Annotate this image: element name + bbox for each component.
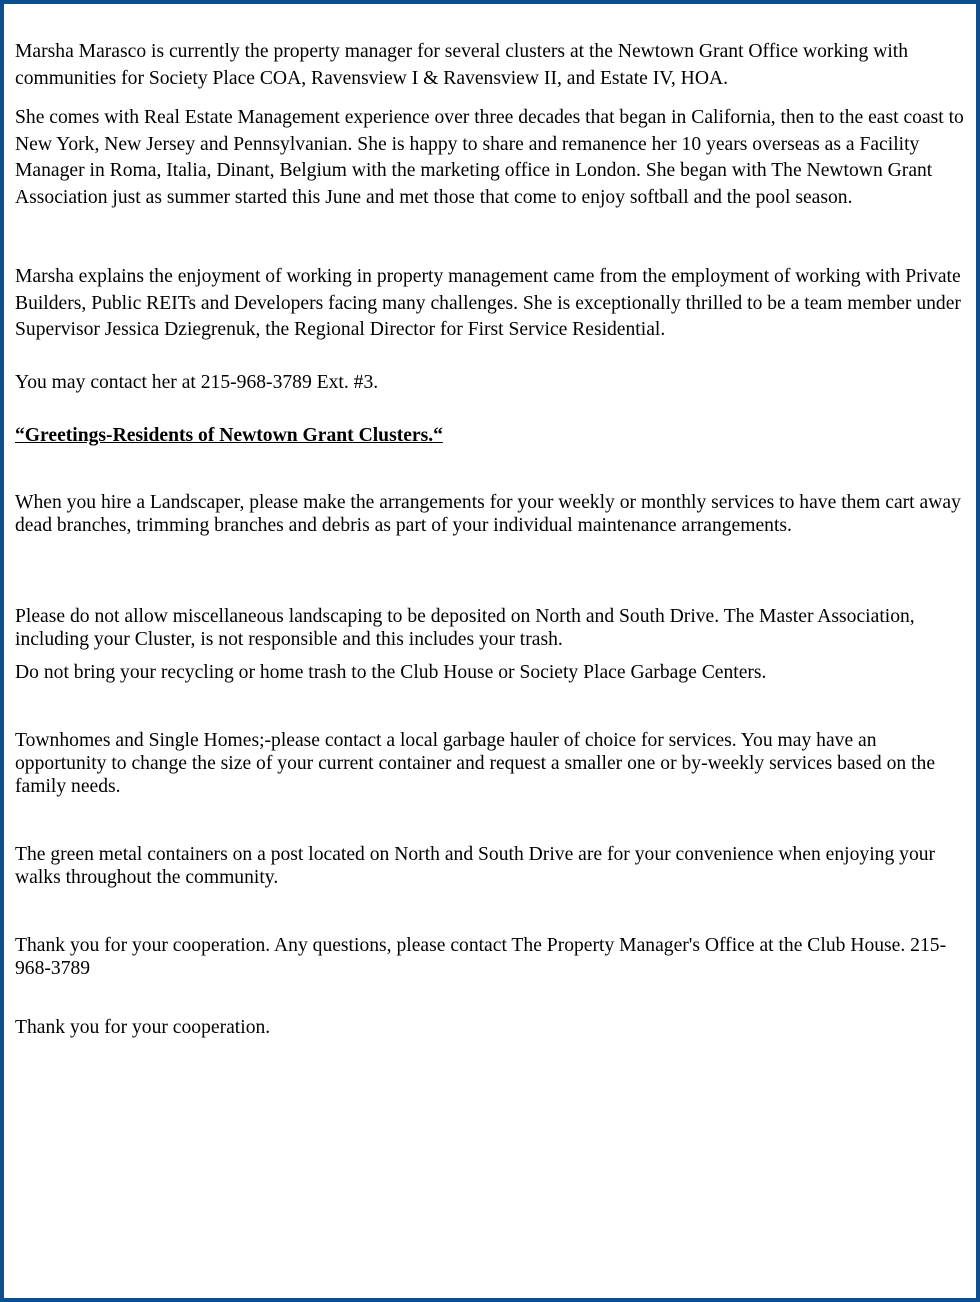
intro-paragraph: Marsha Marasco is currently the property manager for several clusters at the Newtown Grant Office working with communities for Society Place COA, Ravensview I & Ravensview II, and Estate IV, HOA.: [15, 41, 909, 89]
recycling-paragraph: Do not bring your recycling or home trash to the Club House or Society Place Garbage Centers.: [15, 662, 767, 683]
green-containers-paragraph: The green metal containers on a post located on North and South Drive are for your convenience when enjoying your walks throughout the community.: [15, 844, 936, 888]
garbage-hauler-paragraph: Townhomes and Single Homes;-please contact a local garbage hauler of choice for services. You may have an opportunity to change the size of your current container and request a smaller one or by-weekly services based on the family needs.: [15, 730, 936, 797]
contact-paragraph: You may contact her at 215-968-3789 Ext. #3.: [15, 372, 379, 393]
greetings-heading: “Greetings-Residents of Newtown Grant Clusters.“: [15, 425, 443, 446]
closing-paragraph: Thank you for your cooperation.: [15, 1017, 271, 1038]
employment-paragraph: Marsha explains the enjoyment of working in property management came from the employment of working with Private Builders, Public REITs and Developers facing many challenges. She is exceptionally thrilled to be a team member under Supervisor Jessica Dziegrenuk, the Regional Director for First Service Residential.: [15, 266, 961, 340]
landscaper-paragraph: When you hire a Landscaper, please make the arrangements for your weekly or monthly services to have them cart away dead branches, trimming branches and debris as part of your individual maintenance arrangements.: [15, 492, 961, 536]
experience-paragraph: She comes with Real Estate Management experience over three decades that began in California, then to the east coast to New York, New Jersey and Pennsylvanian. She is happy to share and remanence her 10 years overseas as a Facility Manager in Roma, Italia, Dinant, Belgium with the marketing office in London. She began with The Newtown Grant Association just as summer started this June and met those that come to enjoy softball and the pool season.: [15, 107, 964, 208]
questions-paragraph: Thank you for your cooperation. Any questions, please contact The Property Manager's Office at the Club House. 215-968-3789: [15, 935, 947, 979]
landscaping-deposit-paragraph: Please do not allow miscellaneous landscaping to be deposited on North and South Drive. The Master Association, including your Cluster, is not responsible and this includes your trash.: [15, 606, 915, 650]
